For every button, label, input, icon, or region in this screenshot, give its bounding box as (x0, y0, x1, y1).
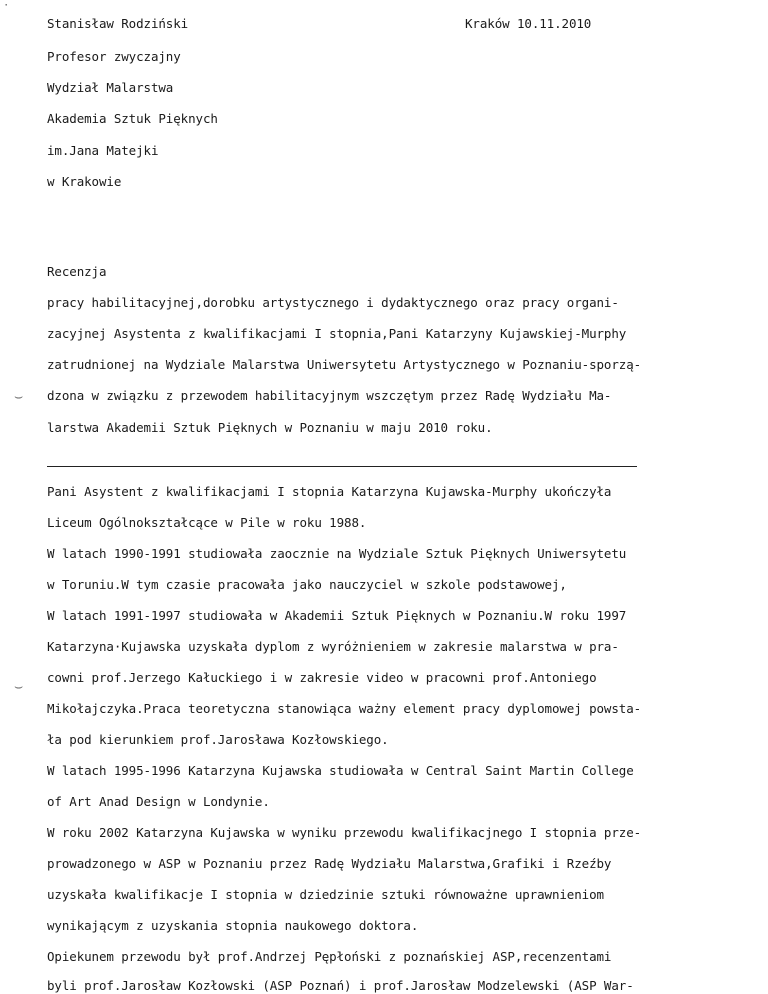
scan-mark: ⌣ (14, 679, 24, 695)
body-line: Liceum Ogólnokształcące w Pile w roku 1988. (47, 515, 367, 530)
body-line: w Toruniu.W tym czasie pracowała jako nauczyciel w szkole podstawowej, (47, 577, 567, 592)
body-line: uzyskała kwalifikacje I stopnia w dziedzinie sztuki równoważne uprawnieniom (47, 887, 604, 902)
review-label: Recenzja (47, 264, 107, 279)
sender-city: w Krakowie (47, 174, 122, 189)
body-line: Opiekunem przewodu był prof.Andrzej Pępłoński z poznańskiej ASP,recenzentami (47, 949, 612, 964)
body-line: W latach 1995-1996 Katarzyna Kujawska studiowała w Central Saint Martin College (47, 763, 634, 778)
sender-faculty: Wydział Malarstwa (47, 80, 174, 95)
body-line: Pani Asystent z kwalifikacjami I stopnia Katarzyna Kujawska-Murphy ukończyła (47, 484, 612, 499)
heading-line: pracy habilitacyjnej,dorobku artystycznego i dydaktycznego oraz pracy organi- (47, 295, 619, 310)
sender-patron: im.Jana Matejki (47, 143, 159, 158)
scan-mark: ˙ (2, 3, 11, 19)
body-line: prowadzonego w ASP w Poznaniu przez Radę Wydziału Malarstwa,Grafiki i Rzeźby (47, 856, 612, 871)
body-line: Mikołajczyka.Praca teoretyczna stanowiąca ważny element pracy dyplomowej powsta- (47, 701, 642, 716)
heading-line: zatrudnionej na Wydziale Malarstwa Uniwersytetu Artystycznego w Poznaniu-sporzą- (47, 357, 642, 372)
body-line: Katarzyna·Kujawska uzyskała dyplom z wyróżnieniem w zakresie malarstwa w pra- (47, 639, 619, 654)
place-date: Kraków 10.11.2010 (465, 16, 592, 31)
sender-academy: Akademia Sztuk Pięknych (47, 111, 218, 126)
body-line: W latach 1990-1991 studiowała zaocznie na Wydziale Sztuk Pięknych Uniwersytetu (47, 546, 627, 561)
body-line: W latach 1991-1997 studiowała w Akademii Sztuk Pięknych w Poznaniu.W roku 1997 (47, 608, 627, 623)
horizontal-rule (47, 466, 637, 467)
scan-mark: ⌣ (14, 389, 24, 405)
body-line: wynikającym z uzyskania stopnia naukowego doktora. (47, 918, 419, 933)
sender-title: Profesor zwyczajny (47, 49, 181, 64)
body-line: W roku 2002 Katarzyna Kujawska w wyniku przewodu kwalifikacjnego I stopnia prze- (47, 825, 642, 840)
heading-line: dzona w związku z przewodem habilitacyjnym wszczętym przez Radę Wydziału Ma- (47, 388, 612, 403)
body-line: of Art Anad Design w Londynie. (47, 794, 270, 809)
body-line: byli prof.Jarosław Kozłowski (ASP Poznań) i prof.Jarosław Modzelewski (ASP War- (47, 978, 634, 993)
heading-line: zacyjnej Asystenta z kwalifikacjami I stopnia,Pani Katarzyny Kujawskiej-Murphy (47, 326, 627, 341)
body-line: cowni prof.Jerzego Kałuckiego i w zakresie video w pracowni prof.Antoniego (47, 670, 597, 685)
sender-name: Stanisław Rodziński (47, 16, 189, 31)
heading-line: larstwa Akademii Sztuk Pięknych w Poznaniu w maju 2010 roku. (47, 420, 493, 435)
body-line: ła pod kierunkiem prof.Jarosława Kozłowskiego. (47, 732, 389, 747)
